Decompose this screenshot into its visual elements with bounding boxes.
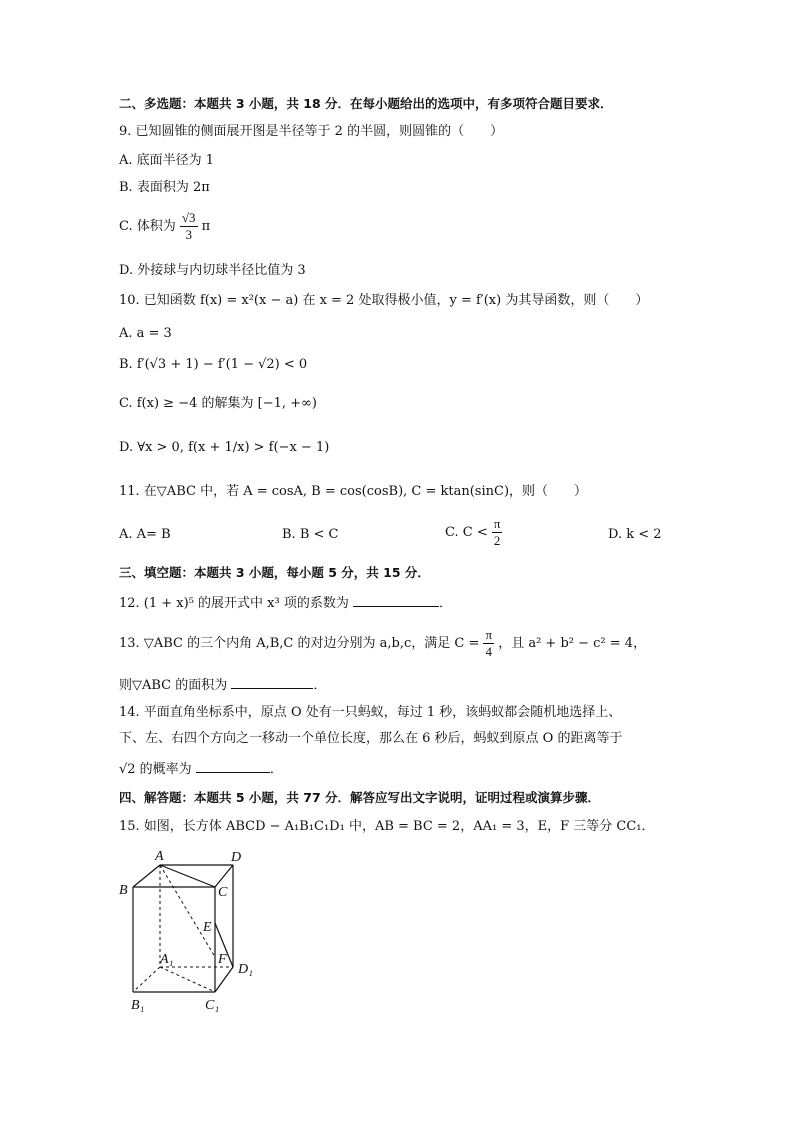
q13-numerator: π: [485, 627, 493, 642]
label-F: F: [218, 952, 227, 967]
q11-option-c-prefix: C. C <: [445, 525, 488, 540]
label-A1: A₁: [160, 952, 174, 967]
hidden-segment-A1C1: [160, 967, 215, 992]
q13-end: ．: [313, 678, 327, 693]
q9-option-b: B. 表面积为 2π: [119, 180, 210, 195]
q12-answer-blank[interactable]: [353, 594, 439, 607]
q13-line-1: [119, 624, 646, 664]
q9-stem: 9. 已知圆锥的侧面展开图是半径等于 2 的半圆，则圆锥的（ ）: [119, 124, 504, 139]
q10-option-d: D. ∀x > 0, f(x + 1/x) > f(−x − 1): [119, 440, 330, 455]
q11-stem: 11. 在▽ABC 中，若 A = cosA, B = cos(cosB), C = ktan(sinC)，则（ ）: [119, 484, 588, 499]
q10-option-a: A. a = 3: [119, 326, 172, 341]
q11-option-d: D. k < 2: [608, 527, 662, 542]
edge-CD: [215, 865, 233, 887]
label-C1: C₁: [205, 998, 220, 1013]
section-3-header: 三、填空题：本题共 3 小题，每小题 5 分，共 15 分．: [119, 565, 430, 580]
q14-line-1: 14. 平面直角坐标系中，原点 O 处有一只蚂蚁，每过 1 秒，该蚂蚁都会随机地选择上、: [119, 705, 622, 720]
label-C: C: [218, 885, 228, 900]
q11-option-c-denominator: 2: [493, 533, 501, 548]
edge-C1D1: [215, 967, 233, 992]
section-4-header: 四、解答题：本题共 5 小题，共 77 分．解答应写出文字说明，证明过程或演算步骤．: [119, 790, 601, 805]
q9-option-d: D. 外接球与内切球半径比值为 3: [119, 263, 306, 278]
label-B: B: [119, 883, 128, 898]
q10-stem: 10. 已知函数 f(x) = x²(x − a) 在 x = 2 处取得极小值，y = f′(x) 为其导函数，则（ ）: [119, 293, 649, 308]
q10-option-c: C. f(x) ≥ −4 的解集为 [−1, +∞): [119, 396, 317, 411]
q11-option-c-numerator: π: [493, 516, 501, 531]
q9-option-a: A. 底面半径为 1: [119, 153, 215, 168]
q12-end: ．: [439, 596, 453, 611]
hidden-segment-AF: [160, 865, 215, 957]
q9-option-c-denominator: 3: [185, 227, 192, 242]
q11-option-b: B. B < C: [282, 527, 339, 542]
q13-denominator: 4: [485, 644, 493, 659]
q9-option-c-suffix: π: [201, 219, 211, 234]
cuboid-figure: [115, 845, 275, 1015]
q12-line: [119, 594, 452, 613]
q14-line-3-text: √2 的概率为: [119, 762, 192, 777]
label-B1: B₁: [131, 998, 145, 1013]
q13-answer-blank[interactable]: [231, 676, 313, 689]
q13-text-a: 13. ▽ABC 的三个内角 A,B,C 的对边分别为 a,b,c，满足 C =: [119, 636, 480, 651]
q10-option-b: B. f′(√3 + 1) − f′(1 − √2) < 0: [119, 357, 308, 372]
q9-option-c: [119, 207, 210, 247]
hidden-edge-A1B1: [133, 967, 160, 992]
q14-line-3: [119, 760, 283, 779]
q12-text: 12. (1 + x)⁵ 的展开式中 x³ 项的系数为: [119, 596, 349, 611]
edge-AB: [133, 865, 160, 887]
q11-option-c: [445, 513, 502, 553]
label-E: E: [203, 920, 212, 935]
q14-end: ．: [269, 762, 283, 777]
q14-answer-blank[interactable]: [196, 760, 270, 773]
q13-fraction: [483, 627, 494, 660]
q13-line-2-text: 则▽ABC 的面积为: [119, 678, 228, 693]
q11-option-a: A. A= B: [119, 527, 171, 542]
q15-stem: 15. 如图，长方体 ABCD − A₁B₁C₁D₁ 中，AB = BC = 2，AA₁ = 3，E，F 三等分 CC₁．: [119, 819, 655, 834]
q11-option-c-fraction: [492, 516, 503, 549]
q9-option-c-prefix: C. 体积为: [119, 219, 176, 234]
q14-line-2: 下、左、右四个方向之一移动一个单位长度，那么在 6 秒后，蚂蚁到原点 O 的距离等于: [119, 731, 623, 746]
label-D: D: [231, 850, 242, 865]
q9-option-c-fraction: [180, 210, 198, 243]
section-2-header: 二、多选题：本题共 3 小题，共 18 分．在每小题给出的选项中，有多项符合题目要求．: [119, 96, 613, 111]
segment-AC: [160, 865, 215, 887]
label-A: A: [155, 849, 164, 864]
q9-option-c-numerator: √3: [181, 210, 196, 225]
label-D1: D₁: [238, 962, 253, 977]
q13-text-b: ，且 a² + b² − c² = 4，: [498, 636, 647, 651]
q13-line-2: [119, 676, 326, 695]
